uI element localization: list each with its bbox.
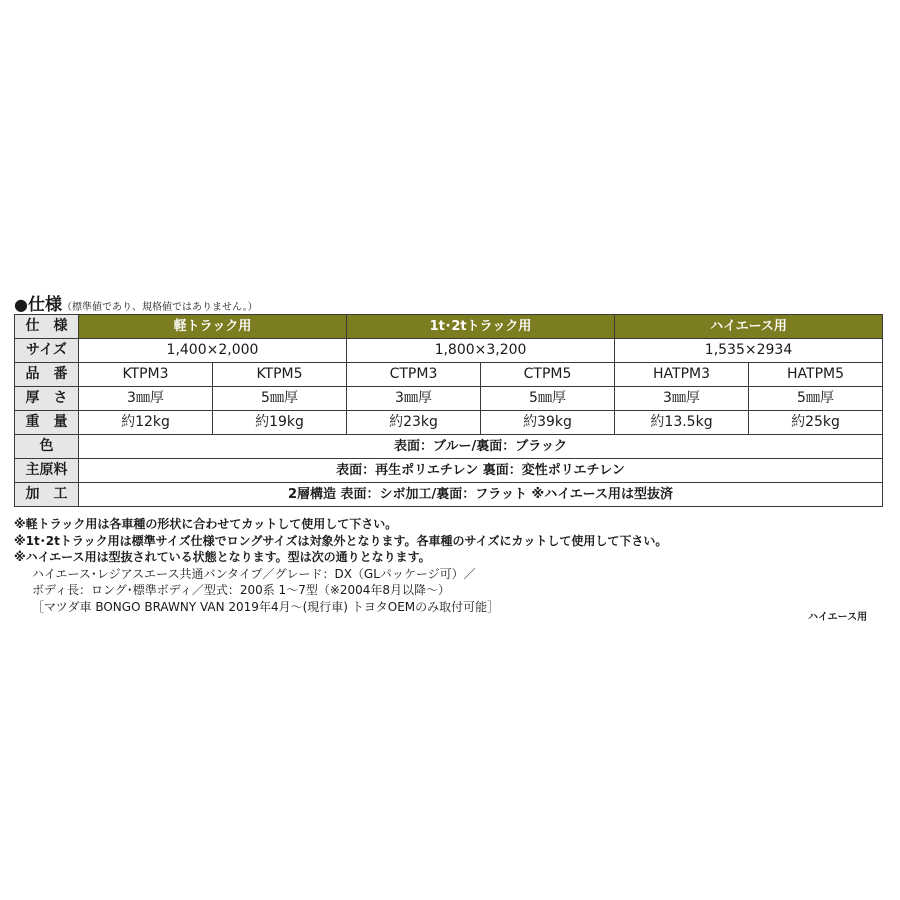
table-row xyxy=(15,387,883,411)
part-no-cell: KTPM3 xyxy=(79,363,213,387)
table-row xyxy=(15,459,883,483)
weight-cell: 約39kg xyxy=(481,411,615,435)
row-label-thickness: 厚 さ xyxy=(15,387,79,411)
row-label-size: サイズ xyxy=(15,339,79,363)
row-label-color: 色 xyxy=(15,435,79,459)
row-label-part-no: 品 番 xyxy=(15,363,79,387)
note-line: ハイエース･レジアスエース共通バンタイプ／グレード：DX（GLパッケージ可）／ xyxy=(32,566,476,581)
weight-cell: 約12kg xyxy=(79,411,213,435)
group-1t-2t-truck: 1t･2tトラック用 xyxy=(347,315,615,339)
thickness-cell: 3㎜厚 xyxy=(79,387,213,411)
row-label-process: 加 工 xyxy=(15,483,79,507)
row-label-material: 主原料 xyxy=(15,459,79,483)
thickness-cell: 5㎜厚 xyxy=(749,387,883,411)
table-row xyxy=(15,339,883,363)
thickness-cell: 3㎜厚 xyxy=(347,387,481,411)
weight-cell: 約23kg xyxy=(347,411,481,435)
size-cell: 1,535×2934 xyxy=(615,339,883,363)
bullet-icon: ● xyxy=(14,295,28,314)
part-no-cell: CTPM5 xyxy=(481,363,615,387)
note-line: ※ハイエース用は型抜されている状態となります。型は次の通りとなります。 xyxy=(14,550,431,564)
table-header-row xyxy=(15,315,883,339)
color-cell: 表面：ブルー/裏面：ブラック xyxy=(79,435,883,459)
note-line: ※1t･2tトラック用は標準サイズ仕様でロングサイズは対象外となります。各車種のサイズにカットして使用して下さい。 xyxy=(14,533,668,548)
table-row xyxy=(15,435,883,459)
group-kei-truck: 軽トラック用 xyxy=(79,315,347,339)
notes-block xyxy=(14,516,667,615)
spec-title: 仕様 xyxy=(27,295,62,315)
spec-table xyxy=(14,314,883,507)
process-cell: 2層構造 表面：シボ加工/裏面：フラット ※ハイエース用は型抜済 xyxy=(79,483,883,507)
part-no-cell: HATPM5 xyxy=(749,363,883,387)
row-label-weight: 重 量 xyxy=(15,411,79,435)
note-line: ※軽トラック用は各車種の形状に合わせてカットして使用して下さい。 xyxy=(14,517,398,531)
group-hiace: ハイエース用 xyxy=(615,315,883,339)
thickness-cell: 5㎜厚 xyxy=(213,387,347,411)
header-label: 仕 様 xyxy=(15,315,79,339)
part-no-cell: CTPM3 xyxy=(347,363,481,387)
table-row xyxy=(15,363,883,387)
spec-title-note: （標準値であり、規格値ではありません。） xyxy=(61,302,258,313)
table-row xyxy=(15,411,883,435)
image-caption: ハイエース用 xyxy=(808,612,868,623)
part-no-cell: KTPM5 xyxy=(213,363,347,387)
weight-cell: 約19kg xyxy=(213,411,347,435)
part-no-cell: HATPM3 xyxy=(615,363,749,387)
thickness-cell: 3㎜厚 xyxy=(615,387,749,411)
spec-heading xyxy=(14,290,258,315)
weight-cell: 約13.5kg xyxy=(615,411,749,435)
size-cell: 1,400×2,000 xyxy=(79,339,347,363)
note-line: ボディ長：ロング･標準ボディ／型式：200系 1～7型（※2004年8月以降～） xyxy=(32,583,451,597)
weight-cell: 約25kg xyxy=(749,411,883,435)
table-row xyxy=(15,483,883,507)
note-line: ［マツダ車 BONGO BRAWNY VAN 2019年4月～(現行車) トヨタOEMのみ取付可能］ xyxy=(32,599,500,614)
material-cell: 表面：再生ポリエチレン 裏面：変性ポリエチレン xyxy=(79,459,883,483)
size-cell: 1,800×3,200 xyxy=(347,339,615,363)
thickness-cell: 5㎜厚 xyxy=(481,387,615,411)
